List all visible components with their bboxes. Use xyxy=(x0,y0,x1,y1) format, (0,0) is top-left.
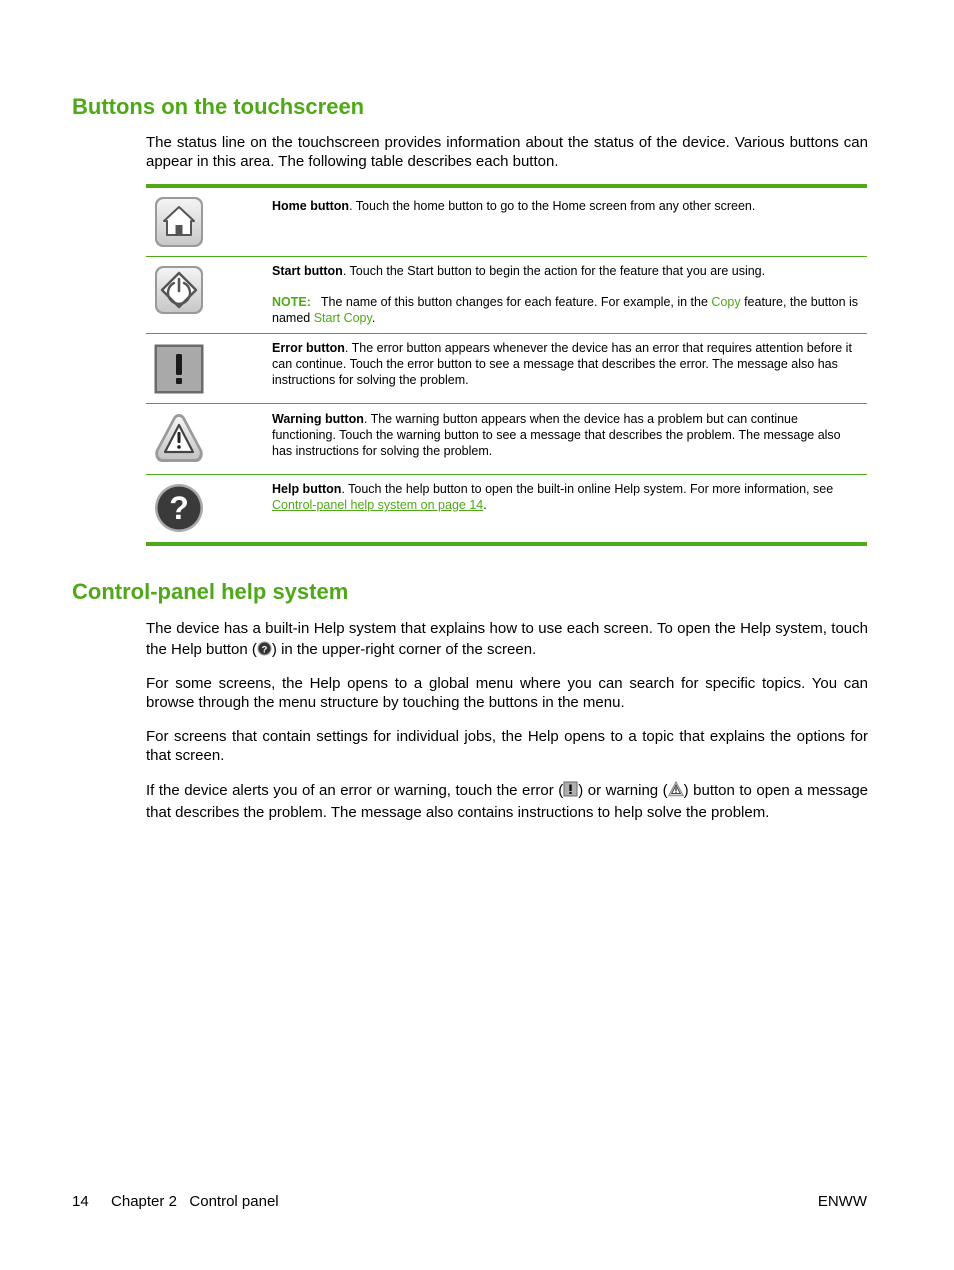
intro-paragraph: The status line on the touchscreen provides information about the status of the device. Various buttons can appear in this area. The following table describes each button. xyxy=(146,134,868,170)
p4-text-c: ) button to open a message that describes the problem. The message also contains instructions to help solve the problem. xyxy=(146,782,869,821)
warning-icon xyxy=(668,781,684,803)
table-row xyxy=(146,475,867,542)
help-button-name: Help button xyxy=(272,482,342,496)
error-button-name: Error button xyxy=(272,341,345,355)
p1-text-b: ) in the upper-right corner of the screen. xyxy=(271,641,537,658)
help-button-desc: . Touch the help button to open the built-in online Help system. For more information, see xyxy=(341,482,834,496)
home-description xyxy=(272,198,862,214)
page-footer-left xyxy=(72,1193,279,1210)
p1-text-a: The device has a built-in Help system that explains how to use each screen. To open the Help system, touch the Help button ( xyxy=(146,620,868,658)
start-button-desc: . Touch the Start button to begin the action for the feature that you are using. xyxy=(342,264,766,278)
note-label: NOTE: xyxy=(272,295,311,309)
home-button-name: Home button xyxy=(272,199,350,213)
table-bottom-rule xyxy=(146,542,867,546)
chapter-title: Chapter 2 Control panel xyxy=(111,1193,279,1210)
help-paragraph-3: For screens that contain settings for individual jobs, the Help opens to a topic that explains the options for that screen. xyxy=(146,728,868,764)
warning-icon xyxy=(154,412,204,469)
note-text-end: . xyxy=(371,311,376,325)
p4-text-a: If the device alerts you of an error or warning, touch the error ( xyxy=(146,782,564,799)
note-start-copy-term: Start Copy xyxy=(313,311,372,325)
help-icon xyxy=(257,641,272,662)
p4-text-b: ) or warning ( xyxy=(578,782,668,799)
svg-text:?: ? xyxy=(169,490,189,526)
note-text-pre: The name of this button changes for each feature. For example, in the xyxy=(320,295,712,309)
help-paragraph-1 xyxy=(146,618,868,662)
table-row xyxy=(146,257,867,334)
home-button-desc: . Touch the home button to go to the Home screen from any other screen. xyxy=(349,199,756,213)
error-button-desc: . The error button appears whenever the device has an error that requires attention before it can continue. Touch the error button to see a message that describes the error. The message also has instructions for solving the problem. xyxy=(272,341,852,387)
page-number: 14 xyxy=(72,1193,89,1210)
buttons-table xyxy=(146,184,867,546)
start-description xyxy=(272,263,862,326)
section-title-buttons: Buttons on the touchscreen xyxy=(72,94,365,119)
note-text-mid: feature, the button is named xyxy=(272,295,859,325)
start-note xyxy=(272,294,862,326)
error-icon xyxy=(563,781,578,803)
warning-button-desc: . The warning button appears when the device has a problem but can continue functioning. Touch the warning button to see a message that describes the problem. The message also has instructions for solving the problem. xyxy=(272,412,841,458)
warning-button-name: Warning button xyxy=(272,412,364,426)
help-paragraph-2: For some screens, the Help opens to a global menu where you can search for specific topics. You can browse through the menu structure by touching the buttons in the menu. xyxy=(146,675,868,711)
help-system-link[interactable]: Control-panel help system on page 14 xyxy=(272,498,484,512)
start-button-name: Start button xyxy=(272,264,343,278)
error-description xyxy=(272,340,862,388)
start-icon xyxy=(154,265,204,320)
error-icon xyxy=(154,344,204,399)
section-title-help-system: Control-panel help system xyxy=(72,579,349,604)
table-row xyxy=(146,188,867,257)
table-row xyxy=(146,334,867,404)
help-description xyxy=(272,481,862,513)
table-row xyxy=(146,404,867,475)
help-icon xyxy=(154,483,204,538)
home-icon xyxy=(154,196,204,253)
svg-text:?: ? xyxy=(261,644,268,655)
help-desc-end: . xyxy=(483,498,487,512)
warning-description xyxy=(272,411,862,459)
note-copy-term: Copy xyxy=(711,295,741,309)
footer-code: ENWW xyxy=(817,1193,867,1210)
help-paragraph-4 xyxy=(146,781,868,823)
